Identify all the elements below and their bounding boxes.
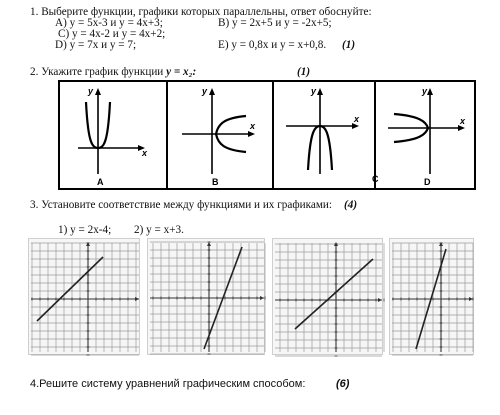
graph-c-x-label: x (354, 114, 360, 124)
graph-d-y-label: y (422, 86, 428, 96)
q3-graph-4[interactable] (389, 238, 474, 355)
graph-c-y-arrow (317, 88, 323, 95)
graph-a-y-label: y (88, 86, 94, 96)
graph-c-svg (274, 82, 379, 188)
graph-a-y-arrow (95, 88, 101, 95)
graph-c-y-label: y (311, 86, 317, 96)
graph-b-svg (168, 82, 274, 188)
graph-d-y-arrow (427, 88, 433, 95)
x-axis-arrow (469, 297, 473, 301)
q1-option-e: E) у = 0,8х и у = х+0,8. (218, 39, 327, 51)
graph-panel-a[interactable] (60, 82, 166, 188)
graph-a-x-label: x (142, 148, 148, 158)
function-line (37, 257, 103, 321)
q2-title-function: у = х₂: (166, 66, 197, 78)
q1-option-a: A) у = 5х-3 и у = 4х+3; (55, 17, 163, 29)
function-line (295, 259, 373, 329)
q1-option-b: B) у = 2х+5 и у = -2х+5; (218, 17, 332, 29)
graph-d-svg (376, 82, 476, 188)
q3-graph-3[interactable] (272, 238, 383, 355)
q2-title-text: 2. Укажите график функции (30, 66, 167, 78)
q1-option-d: D) у = 7х и у = 7; (55, 39, 137, 51)
q3-graph-1[interactable] (28, 238, 140, 355)
x-axis-arrow (260, 296, 264, 300)
q3-graph-3-svg (273, 239, 384, 356)
q4-title: 4.Решите систему уравнений графическим способом: (30, 378, 306, 390)
graph-panel-b[interactable] (166, 82, 274, 188)
graph-a-letter: A (97, 177, 104, 187)
y-axis-arrow (207, 242, 211, 246)
q1-points: (1) (342, 39, 356, 51)
q2-graph-panels (58, 80, 476, 190)
q1-title: 1. Выберите функции, графики которых параллельны, ответ обоснуйте: (30, 6, 372, 18)
graph-b-x-arrow (248, 131, 255, 137)
graph-a-svg (60, 82, 166, 188)
graph-b-y-label: y (202, 86, 208, 96)
q3-graph-2[interactable] (147, 238, 265, 355)
graph-d-x-label: x (460, 116, 466, 126)
q2-points: (1) (297, 66, 311, 78)
q3-title: 3. Установите соответствие между функциями и их графиками: (30, 199, 332, 211)
q3-graph-1-svg (29, 239, 141, 356)
graph-panel-c[interactable] (272, 82, 379, 188)
q3-graph-4-svg (390, 239, 475, 356)
q3-points: (4) (344, 199, 358, 211)
graph-c-letter: C (372, 174, 379, 184)
q2-title (30, 66, 196, 78)
q3-function-1: 1) у = 2х-4; (58, 224, 112, 236)
graph-b-y-arrow (209, 88, 215, 95)
q3-graph-2-svg (148, 239, 266, 356)
graph-d-letter: D (424, 177, 431, 187)
x-axis-arrow (378, 298, 382, 302)
graph-b-letter: B (212, 177, 219, 187)
graph-b-x-label: x (250, 121, 256, 131)
graph-panel-d[interactable] (374, 82, 476, 188)
q3-function-2: 2) у = х+3. (134, 224, 184, 236)
q4-points: (6) (336, 378, 350, 390)
q1-option-c: C) у = 4х-2 и у = 4х+2; (58, 28, 166, 40)
